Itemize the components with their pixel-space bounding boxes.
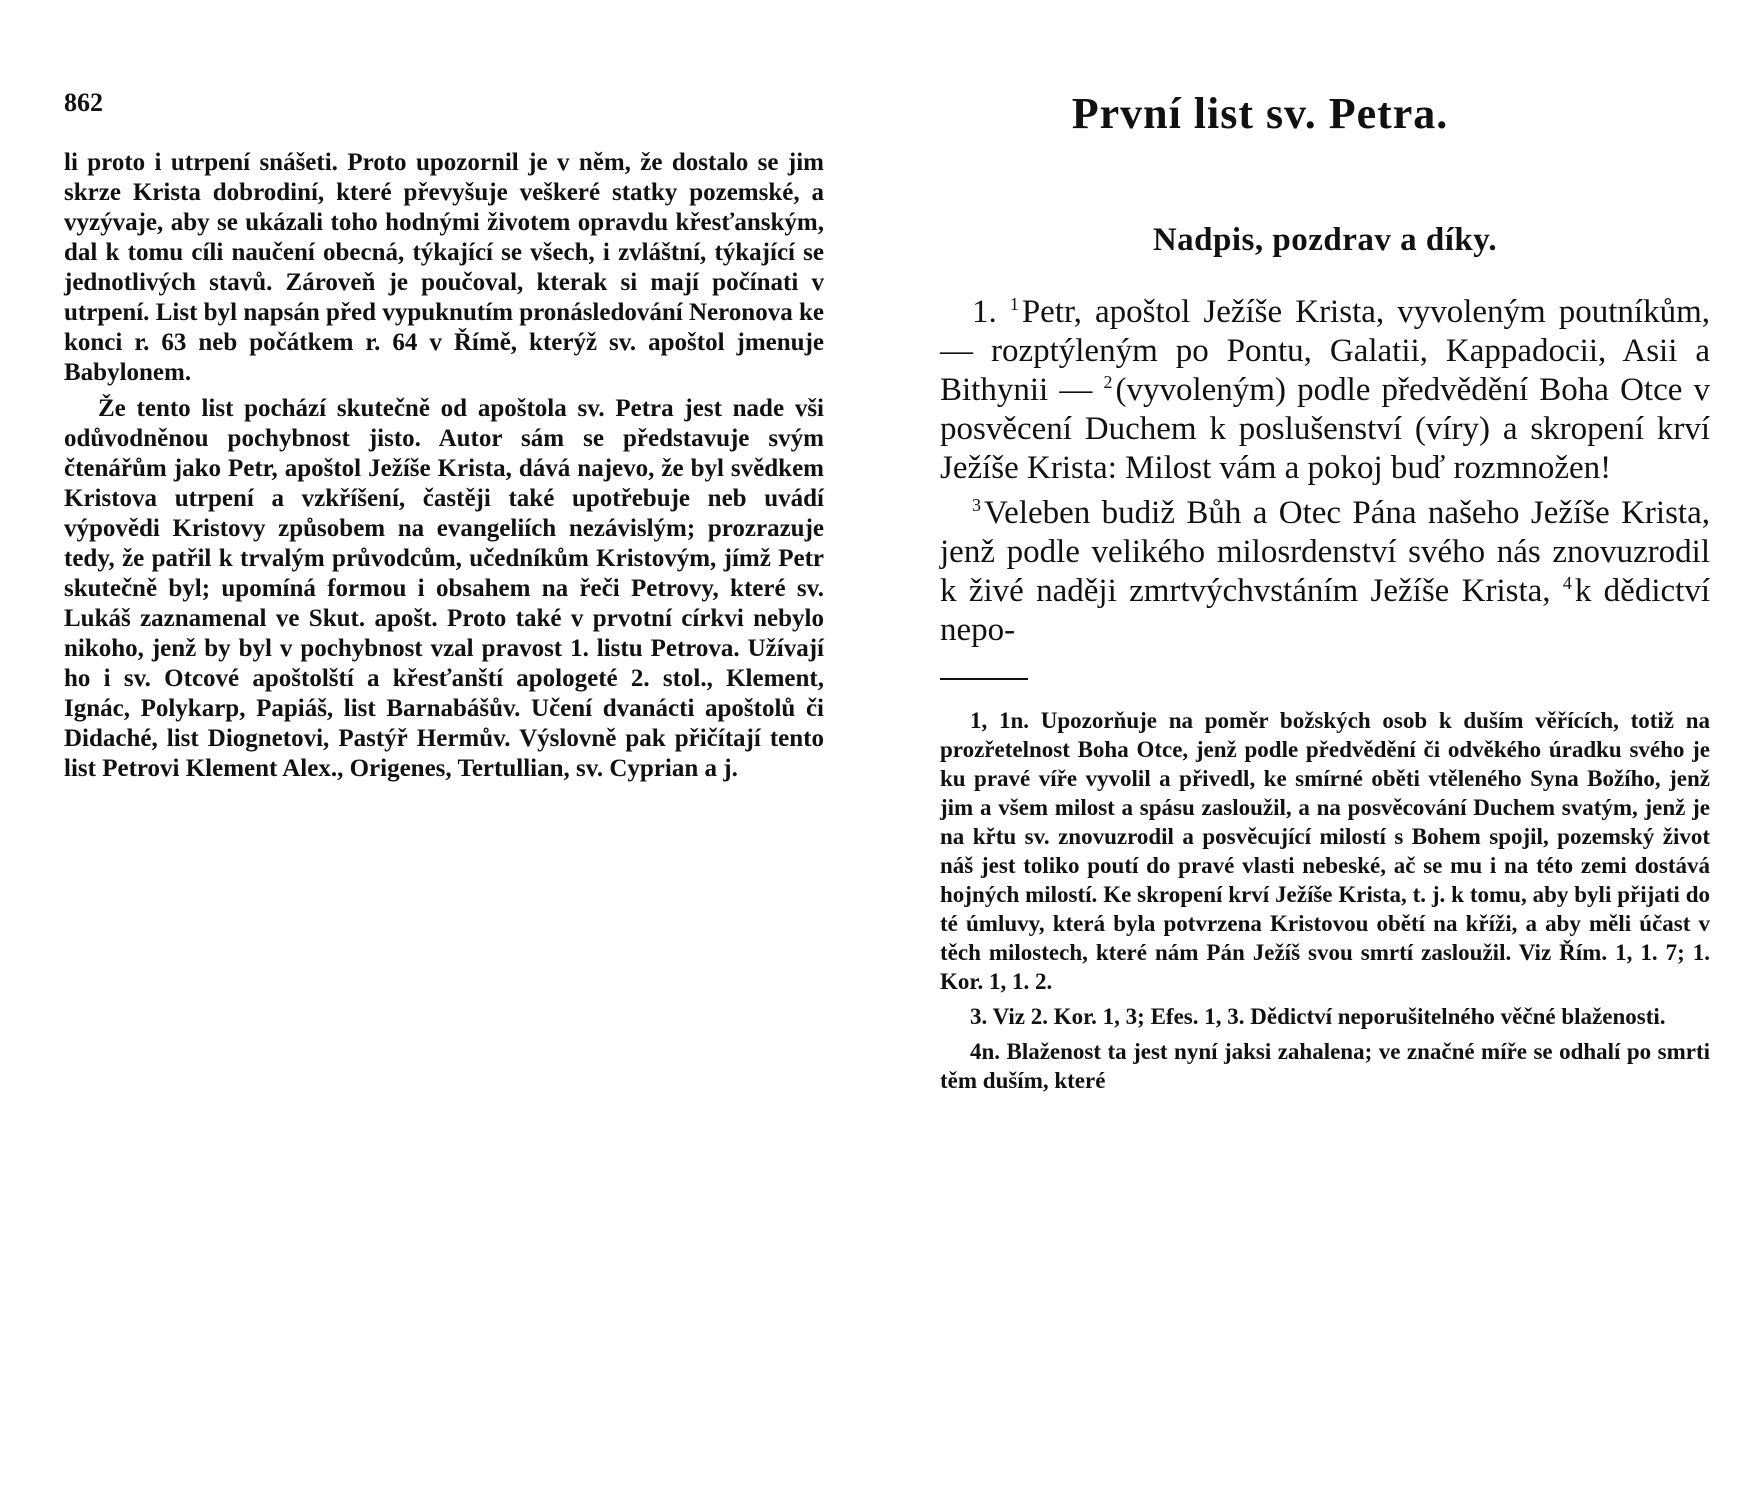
chapter-number: 1. [972,294,997,330]
left-column [64,148,824,790]
verse-number: 1 [1009,294,1019,314]
verse-text: k dědictví nepo- [940,573,1710,648]
left-paragraph: li proto i utrpení snášeti. Proto upozornil je v něm, že dostalo se jim skrze Krista dobrodiní, které převyšuje veškeré statky pozemské, a vyzývaje, aby se ukázali toho hodnými životem opravdu křesťanským, dal k tomu cíli naučení obecná, týkající se všech, i zvláštní, týkající se jednotlivých stavů. Zároveň je poučoval, kterak si mají počínati v utrpení. List byl napsán před vypuknutím pronásledování Neronova ke konci r. 63 neb počátkem r. 64 v Římě, kterýž sv. apoštol jmenuje Babylonem. [64,149,824,386]
left-paragraph: Že tento list pochází skutečně od apoštola sv. Petra jest nade vši odůvodněnou pochybnost jisto. Autor sám se představuje svým čtenářům jako Petr, apoštol Ježíše Krista, dává najevo, že byl svědkem Kristova utrpení a vzkříšení, častěji také upotřebuje neb uvádí výpovědi Kristovy způsobem na evangeliích nezávislým; prozrazuje tedy, že patřil k trvalým průvodcům, učedníkům Kristovým, jímž Petr skutečně byl; upomíná formou i obsahem na řeči Petrovy, které sv. Lukáš zaznamenal ve Skut. apošt. Proto také v prvotní církvi nebylo nikoho, jenž by byl v pochybnost vzal pravost 1. listu Petrova. Užívají ho i sv. Otcové apoštolští a křesťanští apologeté 2. stol., Klement, Ignác, Polykarp, Papiáš, list Barnabášův. Učení dvanácti apoštolů či Didaché, list Diognetovi, Pastýř Hermův. Výslovně pak přičítají tento list Petrovi Klement Alex., Origenes, Tertullian, sv. Cyprian a j. [64,395,824,782]
verse-number: 3 [972,495,981,515]
footnote: 1, 1n. Upozorňuje na poměr božských osob k duším věřících, totiž na prozřetelnost Boha Otce, jenž podle předvědění či odvěkého úradku svého je ku pravé víře vyvolil a přivedl, ke smírné oběti vtěleného Syna Božího, jenž jim a všem milost a spásu zasloužil, a na posvěcování Duchem svatým, jenž je na křtu sv. znovuzrodil a posvěcující milostí s Bohem spojil, pozemský život náš jest toliko poutí do pravé vlasti nebeské, ač se mu i na této zemi dostává hojných milostí. Ke skropení krví Ježíše Krista, t. j. k tomu, aby byli přijati do té úmluvy, která byla potvrzena Kristovou obětí na kříži, a aby měli účast v těch milostech, které nám Pán Ježíš svou smrtí zasloužil. Viz Řím. 1, 1. 7; 1. Kor. 1, 1. 2. [940,708,1710,994]
footnote-divider [940,678,1028,680]
footnote: 4n. Blaženost ta jest nyní jaksi zahalena; ve značné míře se odhalí po smrti těm duším, které [940,1039,1710,1093]
page-header: První list sv. Petra. [1071,89,1449,138]
section-heading: Nadpis, pozdrav a díky. [1152,222,1498,258]
verse-number: 2 [1103,372,1113,392]
right-column [940,222,1710,1101]
page-number: 862 [64,88,103,117]
footnote: 3. Viz 2. Kor. 1, 3; Efes. 1, 3. Dědictví neporušitelného věčné blaženosti. [970,1004,1666,1029]
verse-paragraph [940,494,1710,650]
verse-text: Petr, apoštol Ježíše Krista, vyvoleným poutníkům, — rozptýleným po Pontu, Galatii, Kappadocii, Asii a Bithynii — [940,294,1711,408]
verse-text: (vyvoleným) podle předvědění Boha Otce v posvěcení Duchem k poslušenství (víry) a skropení krví Ježíše Krista: Milost vám a pokoj buď rozmnožen! [940,372,1710,486]
verse-number: 4 [1562,573,1572,593]
verse-text: Veleben budiž Bůh a Otec Pána našeho Ježíše Krista, jenž podle velikého milosrdenství svého nás znovuzrodil k živé naději zmrtvýchvstáním Ježíše Krista, [940,495,1710,609]
verse-paragraph [940,293,1710,488]
